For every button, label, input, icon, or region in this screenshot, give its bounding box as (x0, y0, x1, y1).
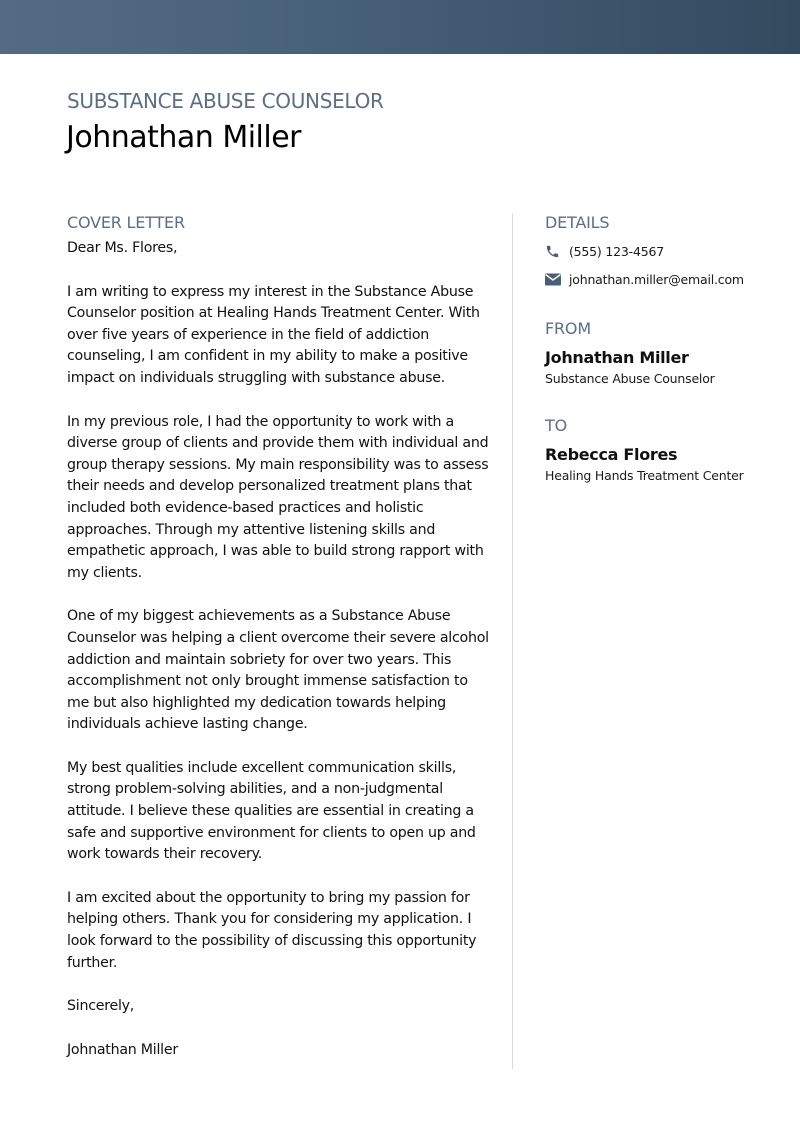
to-organization: Healing Hands Treatment Center (545, 468, 744, 483)
envelope-icon (545, 271, 561, 287)
phone-icon (545, 243, 561, 259)
letter-paragraph: In my previous role, I had the opportunity to work with a diverse group of clients and provide them with individual and group therapy sessions. My main responsibility was to assess their needs and develop personalized treatment plans that included both evidence-based practices and holistic approaches. Through my attentive listening skills and empathetic approach, I was able to build strong rapport with my clients. (67, 413, 489, 581)
applicant-name: Johnathan Miller (66, 120, 302, 155)
letter-paragraph: My best qualities include excellent communication skills, strong problem-solving abilities, and a non-judgmental attitude. I believe these qualities are essential in creating a safe and supportive environment for clients to open up and work towards their recovery. (67, 759, 476, 863)
phone-row (545, 241, 785, 261)
signature: Johnathan Miller (67, 1041, 178, 1058)
email-address[interactable]: johnathan.miller@email.com (569, 271, 744, 287)
from-name: Johnathan Miller (545, 348, 689, 367)
cover-letter-heading: COVER LETTER (67, 213, 185, 232)
letter-paragraph: One of my biggest achievements as a Substance Abuse Counselor was helping a client overcome their severe alcohol addiction and maintain sobriety for over two years. This accomplishment not only brought immense satisfaction to me but also highlighted my dedication towards helping individuals achieve lasting change. (67, 608, 489, 733)
to-name: Rebecca Flores (545, 445, 678, 464)
letter-body (67, 238, 492, 1061)
closing: Sincerely, (67, 998, 135, 1015)
details-heading: DETAILS (545, 213, 610, 232)
to-heading: TO (545, 416, 567, 435)
email-row (545, 269, 785, 289)
sidebar (545, 213, 785, 483)
phone-number[interactable]: (555) 123-4567 (569, 243, 664, 259)
from-heading: FROM (545, 319, 591, 338)
cover-letter-section (67, 213, 492, 1083)
header-banner (0, 0, 800, 54)
job-title: SUBSTANCE ABUSE COUNSELOR (67, 89, 384, 113)
letter-paragraph: I am excited about the opportunity to bring my passion for helping others. Thank you for considering my application. I look forward to the possibility of discussing this opportunity further. (67, 889, 477, 971)
letter-paragraph: I am writing to express my interest in the Substance Abuse Counselor position at Healing Hands Treatment Center. With over five years of experience in the field of addiction counseling, I am confident in my ability to make a positive impact on individuals struggling with substance abuse. (67, 283, 480, 386)
salutation: Dear Ms. Flores, (67, 240, 178, 256)
from-title: Substance Abuse Counselor (545, 371, 715, 386)
column-divider (512, 213, 513, 1069)
